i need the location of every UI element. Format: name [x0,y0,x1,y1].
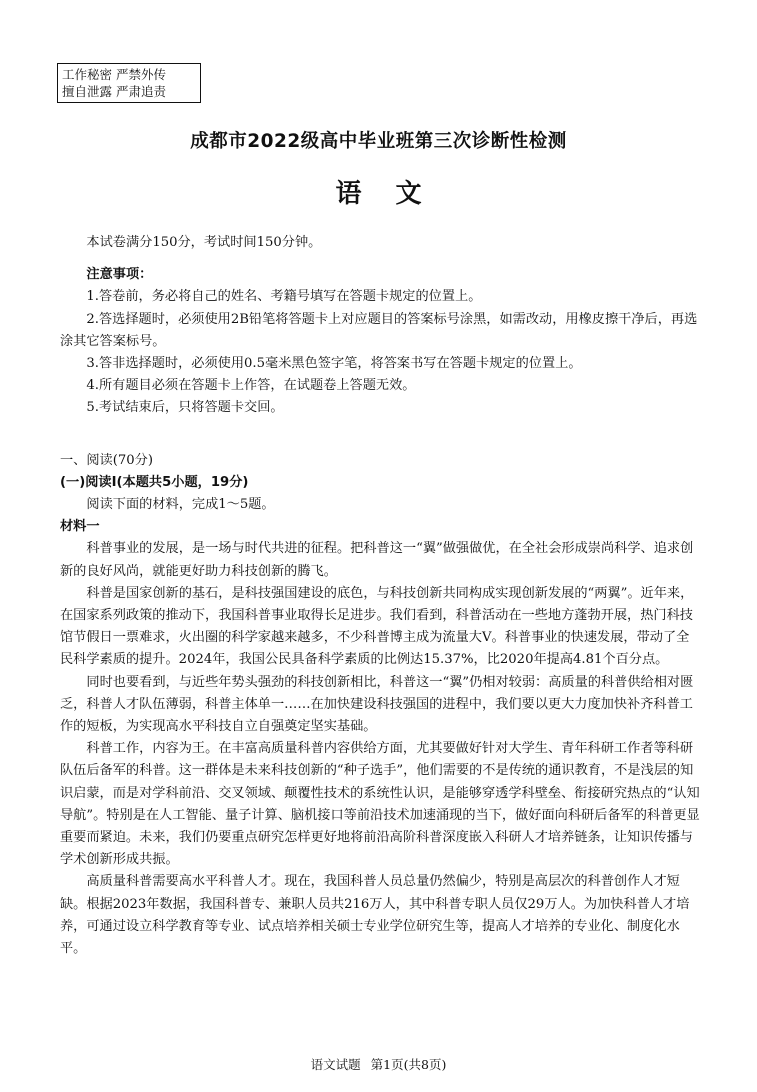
material-paragraph: 科普事业的发展，是一场与时代共进的征程。把科普这一“翼”做强做优，在全社会形成崇尚科学、追求创新的良好风尚，就能更好助力科技创新的腾飞。 [60,541,694,579]
material-label: 材料一 [60,519,100,535]
notice-item: 2.答选择题时，必须使用2B铅笔将答题卡上对应题目的答案标号涂黑，如需改动，用橡皮擦干净后，再选涂其它答案标号。 [60,311,698,349]
notice-item: 3.答非选择题时，必须使用0.5毫米黑色签字笔，将答案书写在答题卡规定的位置上。 [86,356,582,372]
material-paragraph: 高质量科普需要高水平科普人才。现在，我国科普人员总量仍然偏少，特别是高层次的科普创作人才短缺。根据2023年数据，我国科普专、兼职人员共216万人，其中科普专职人员仅29万人。为加快科普人才培养，可通过设立科学教育等专业、试点培养相关硕士专业学位研究生等，提高人才培养的专业化、制度化水平。 [60,874,690,957]
page-footer [0,1055,757,1073]
notice-heading: 注意事项： [86,267,153,283]
confidential-stamp [57,63,201,103]
exam-title: 成都市2022级高中毕业班第三次诊断性检测 [190,131,567,152]
notice-item: 1.答卷前，务必将自己的姓名、考籍号填写在答题卡规定的位置上。 [86,289,482,305]
notice-item: 5.考试结束后，只将答题卡交回。 [86,400,284,416]
section-subtitle: (一)阅读Ⅰ(本题共5小题，19分) [60,474,249,490]
stamp-line-2: 擅自泄露 严肃追责 [62,84,166,99]
subject-title: 语文 [335,179,456,209]
notice-item: 4.所有题目必须在答题卡上作答，在试题卷上答题无效。 [86,378,416,394]
material-paragraph: 同时也要看到，与近些年势头强劲的科技创新相比，科普这一“翼”仍相对较弱：高质量的科普供给相对匮乏，科普人才队伍薄弱，科普主体单一……在加快建设科技强国的进程中，我们要以更大力度加快补齐科普工作的短板，为实现高水平科技自立自强奠定坚实基础。 [60,674,694,735]
exam-content [60,232,700,960]
section-instruction: 阅读下面的材料，完成1～5题。 [86,497,275,513]
material-paragraph: 科普工作，内容为王。在丰富高质量科普内容供给方面，尤其要做好针对大学生、青年科研工作者等科研队伍后备军的科普。这一群体是未来科技创新的“种子选手”，他们需要的不是传统的通识教育，不是浅层的知识启蒙，而是对学科前沿、交叉领域、颠覆性技术的系统性认识，是能够穿透学科壁垒、衔接研究热点的“认知导航”。特别是在人工智能、量子计算、脑机接口等前沿技术加速涌现的当下，做好面向科研后备军的科普更显重要而紧迫。未来，我们仍要重点研究怎样更好地将前沿高阶科普深度嵌入科研人才培养链条，让知识传播与学术创新形成共振。 [60,741,700,868]
footer-subject: 语文试题 [310,1057,361,1072]
exam-intro: 本试卷满分150分，考试时间150分钟。 [86,235,322,250]
footer-page-number: 第1页(共8页) [370,1057,447,1072]
section-title: 一、阅读(70分) [60,452,154,468]
material-paragraph: 科普是国家创新的基石，是科技强国建设的底色，与科技创新共同构成实现创新发展的“两翼”。近年来，在国家系列政策的推动下，我国科普事业取得长足进步。我们看到，科普活动在一些地方蓬勃开展，热门科技馆节假日一票难求，火出圈的科学家越来越多，不少科普博主成为流量大V。科普事业的快速发展，带动了全民科学素质的提升。2024年，我国公民具备科学素质的比例达15.37%，比2020年提高4.81个百分点。 [60,585,694,668]
stamp-line-1: 工作秘密 严禁外传 [62,67,166,82]
